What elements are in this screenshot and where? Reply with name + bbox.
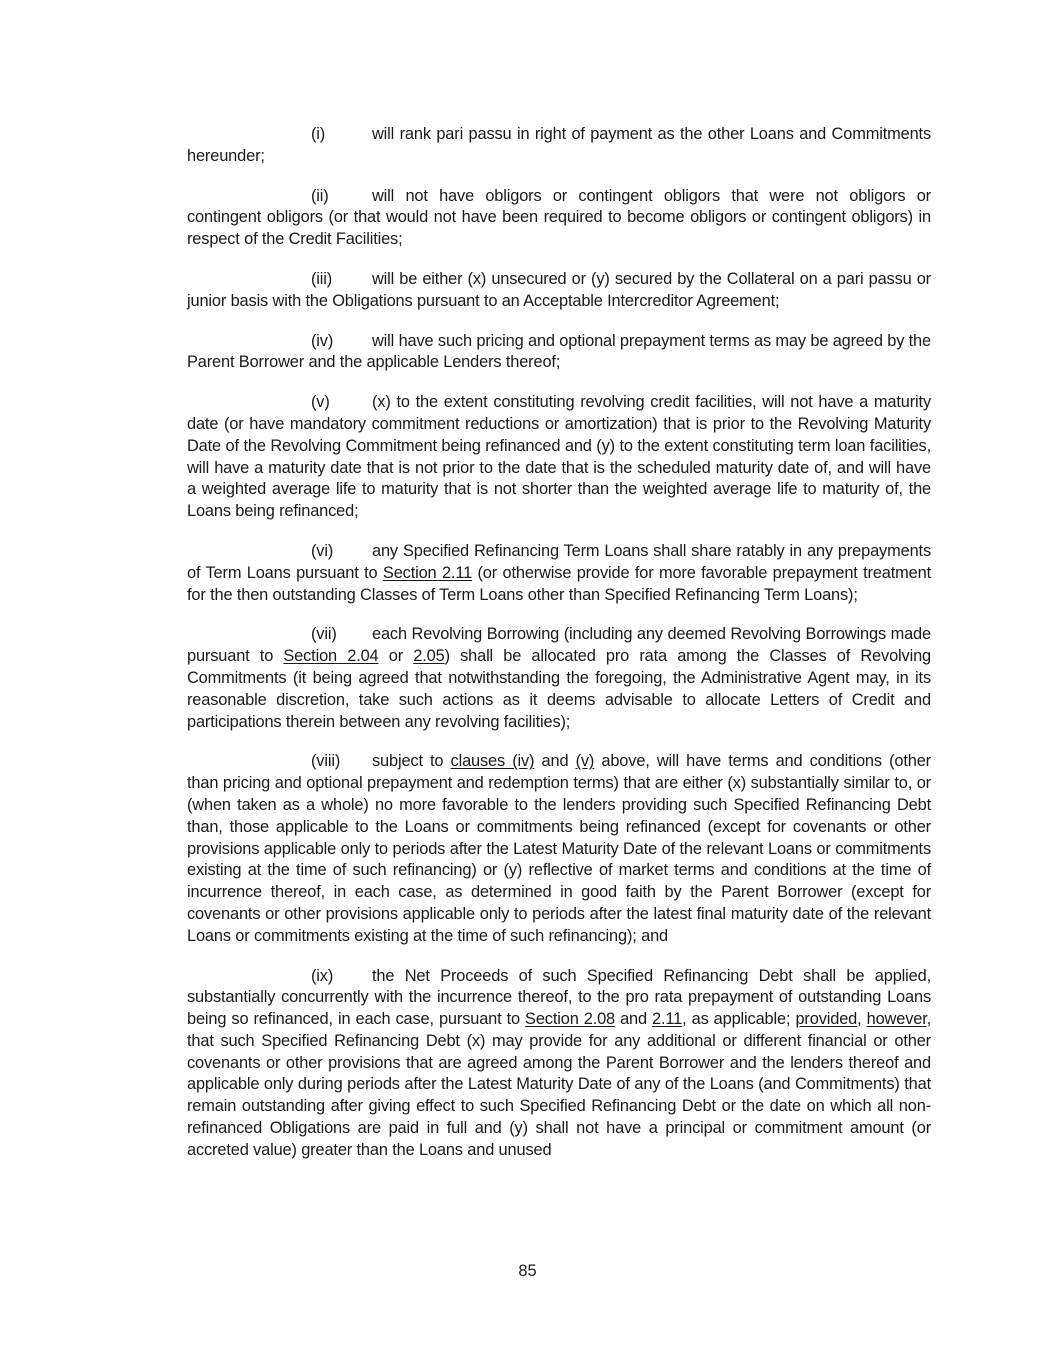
cross-reference: clauses (iv) — [450, 752, 535, 771]
clause-text: , that such Specified Refinancing Debt (x) may provide for any additional or different financial or other covenants or other provisions that are agreed among the Parent Borrower and the lenders thereof and applicable only during periods after the Latest Maturity Date of any of the Loans (and Commitments) that remain outstanding after giving effect to such Specified Refinancing Debt or the date on which all non-refinanced Obligations are paid in full and (y) shall not have a principal or commitment amount (or accreted value) greater than the Loans and unused — [187, 1010, 932, 1159]
clause-text: (x) to the extent constituting revolving credit facilities, will not have a maturity date (or have mandatory commitment reductions or amortization) that is prior to the Revolving Maturity Date of the Revolving Commitment being refinanced and (y) to the extent constituting term loan facilities, will have a maturity date that is not prior to the date that is the scheduled maturity date of, and will have a weighted average life to maturity that is not shorter than the weighted average life to maturity of, the Loans being refinanced; — [187, 393, 931, 521]
clause-paragraph — [187, 392, 931, 523]
clause-text: the Net Proceeds of such Specified Refinancing Debt shall be applied, substantially concurrently with the incurrence thereof, to the pro rata prepayment of outstanding Loans being so refinanced, in each case, pursuant to — [187, 966, 931, 1029]
clause-text: and — [615, 1010, 653, 1029]
cross-reference: Section 2.04 — [283, 647, 379, 666]
clause-text: will rank pari passu in right of payment as the other Loans and Commitments hereunder; — [187, 125, 931, 165]
clause-text: will not have obligors or contingent obligors that were not obligors or contingent obligors (or that would not have been required to become obligors or contingent obligors) in respect of the Credit Facilities; — [187, 186, 931, 249]
clause-text: ) shall be allocated pro rata among the Classes of Revolving Commitments (it being agreed that notwithstanding the foregoing, the Administrative Agent may, in its reasonable discretion, take such actions as it deems advisable to allocate Letters of Credit and participations therein between any revolving facilities); — [187, 647, 931, 731]
clause-text: each Revolving Borrowing (including any deemed Revolving Borrowings made pursuant to — [187, 625, 931, 666]
clause-number: (vi) — [311, 541, 334, 560]
clause-text: subject to — [372, 752, 451, 771]
cross-reference: 2.05 — [413, 647, 445, 666]
cross-reference: 2.11 — [652, 1010, 683, 1029]
clause-number: (ix) — [311, 966, 334, 985]
cross-reference: provided — [795, 1010, 858, 1029]
clause-paragraph — [187, 751, 931, 947]
clause-paragraph — [187, 124, 931, 168]
clause-number: (i) — [311, 125, 326, 143]
clause-text: , — [857, 1010, 867, 1029]
clause-paragraph — [187, 624, 931, 733]
clause-number: (iii) — [311, 269, 333, 288]
clause-text: and — [534, 752, 576, 771]
cross-reference: Section 2.11 — [382, 563, 473, 582]
page-number: 85 — [518, 1262, 537, 1280]
clause-paragraph — [187, 186, 931, 251]
clause-text: will be either (x) unsecured or (y) secured by the Collateral on a pari passu or junior basis with the Obligations pursuant to an Acceptable Intercreditor Agreement; — [187, 269, 931, 310]
clause-text: above, will have terms and conditions (other than pricing and optional prepayment and redemption terms) that are either (x) substantially similar to, or (when taken as a whole) no more favorable to the lenders providing such Specified Refinancing Debt than, those applicable to the Loans or commitments being refinanced (except for covenants or other provisions applicable only to periods after the Latest Maturity Date of the relevant Loans or commitments existing at the time of such refinancing) or (y) reflective of market terms and conditions at the time of incurrence thereof, in each case, as determined in good faith by the Parent Borrower (except for covenants or other provisions applicable only to periods after the latest final maturity date of the relevant Loans or commitments existing at the time of such refinancing); and — [187, 752, 931, 945]
clause-paragraph — [187, 269, 931, 313]
clause-number: (ii) — [311, 186, 329, 205]
clause-text: (or otherwise provide for more favorable prepayment treatment for the then outstanding Classes of Term Loans other than Specified Refinancing Term Loans); — [187, 563, 932, 604]
clause-paragraph — [187, 541, 931, 606]
clause-text: , as applicable; — [682, 1010, 796, 1029]
cross-reference: Section 2.08 — [525, 1010, 616, 1029]
clause-number: (viii) — [311, 752, 341, 771]
clause-number: (vii) — [311, 625, 337, 644]
clause-number: (iv) — [311, 331, 334, 350]
cross-reference: however — [866, 1010, 927, 1029]
clause-text: any Specified Refinancing Term Loans shall share ratably in any prepayments of Term Loans pursuant to — [187, 541, 931, 582]
clause-number: (v) — [311, 393, 330, 412]
clause-paragraph — [187, 331, 931, 375]
clause-paragraph — [187, 966, 931, 1162]
clause-text: or — [378, 647, 414, 666]
clause-list — [187, 124, 931, 1180]
clause-text: will have such pricing and optional prepayment terms as may be agreed by the Parent Borrower and the applicable Lenders thereof; — [187, 331, 931, 372]
cross-reference: (v) — [575, 752, 595, 771]
